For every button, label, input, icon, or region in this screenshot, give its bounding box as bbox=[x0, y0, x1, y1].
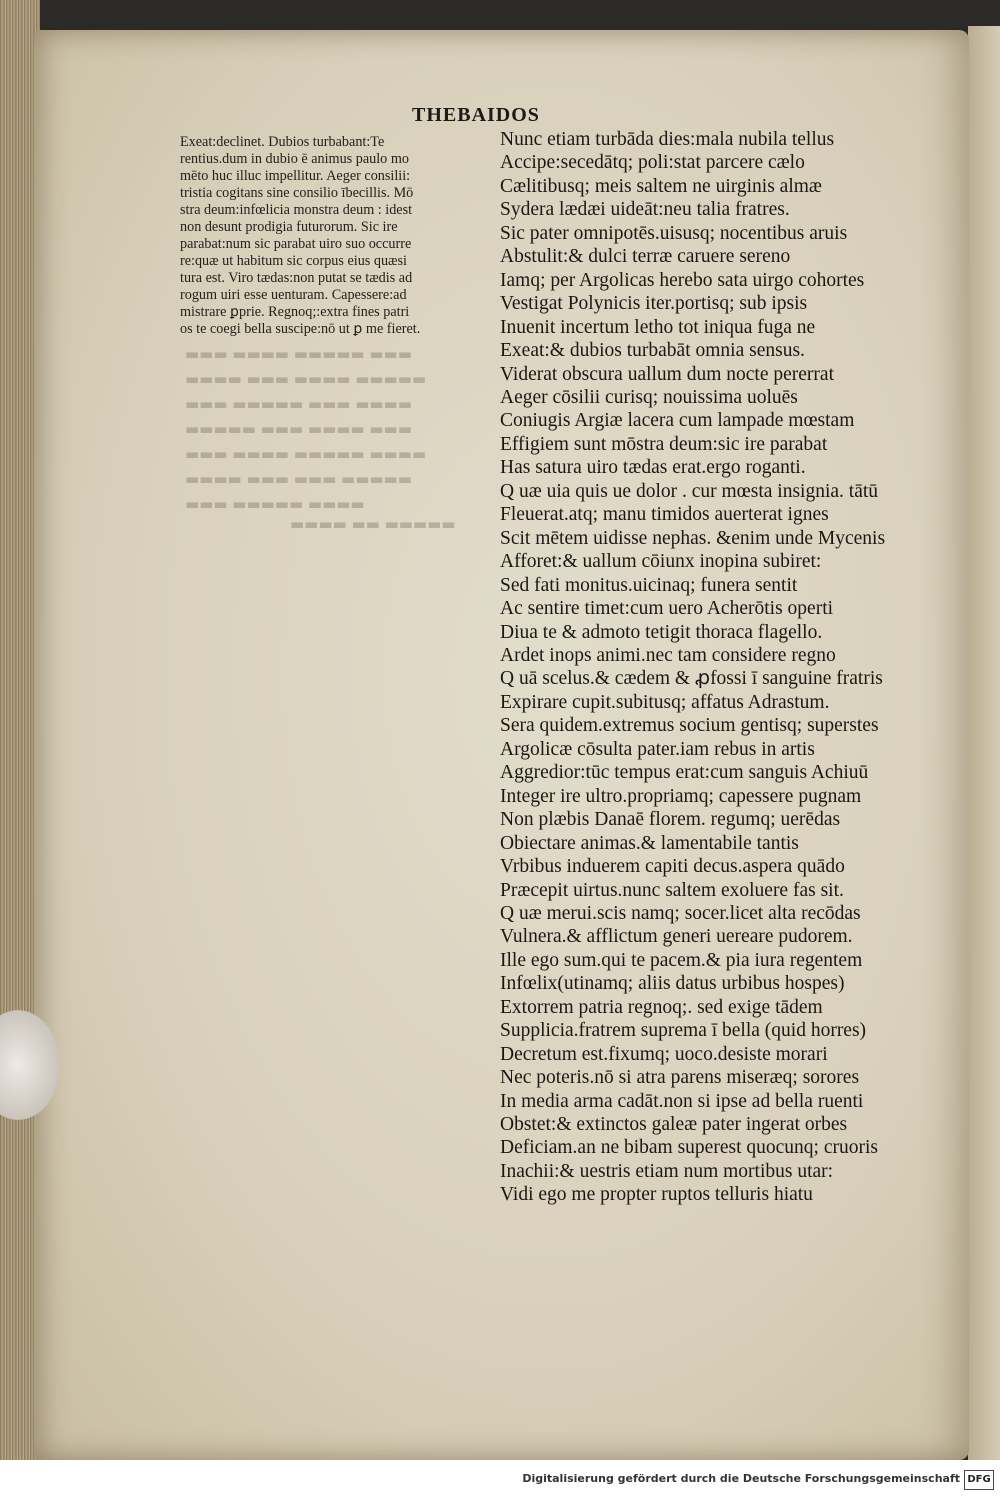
show-through-text: ▬▬▬▬ ▬▬▬ ▬▬▬ ▬▬▬▬▬ bbox=[185, 470, 412, 488]
verse-line: Non plæbis Danaē florem. regumq; uerēdas bbox=[500, 809, 841, 831]
verse-line: Aggredior:tūc tempus erat:cum sanguis Achiuū bbox=[500, 762, 869, 784]
verse-line: Abstulit:& dulci terræ caruere sereno bbox=[500, 246, 791, 268]
show-through-text: ▬▬▬▬ ▬▬ ▬▬▬▬▬ bbox=[290, 515, 456, 533]
commentary-line: re:quæ ut habitum sic corpus eius quæsi bbox=[180, 253, 407, 269]
verse-line: Integer ire ultro.propriamq; capessere pugnam bbox=[500, 785, 862, 807]
verse-line: Sic pater omnipotēs.uisusq; nocentibus aruis bbox=[500, 222, 848, 244]
show-through-text: ▬▬▬ ▬▬▬▬▬ ▬▬▬ ▬▬▬▬ bbox=[185, 395, 412, 413]
verse-line: Fleuerat.atq; manu timidos auerterat ignes bbox=[500, 504, 829, 526]
verse-line: Exeat:& dubios turbabāt omnia sensus. bbox=[500, 340, 805, 362]
verse-line: Argolicæ cōsulta pater.iam rebus in artis bbox=[500, 738, 815, 760]
verse-line: Sera quidem.extremus socium gentisq; superstes bbox=[500, 715, 879, 737]
verse-column bbox=[500, 128, 920, 1207]
show-through-text: ▬▬▬ ▬▬▬▬▬ ▬▬▬▬ bbox=[185, 495, 365, 513]
show-through-text: ▬▬▬▬▬ ▬▬▬ ▬▬▬▬ ▬▬▬ bbox=[185, 420, 412, 438]
verse-line: Q uā scelus.& cædem & ꝓfossi ī sanguine fratris bbox=[500, 668, 883, 690]
verse-line: Decretum est.fixumq; uoco.desiste morari bbox=[500, 1043, 828, 1065]
verse-line: Cælitibusq; meis saltem ne uirginis almæ bbox=[500, 175, 822, 197]
verse-line: Vulnera.& afflictum generi uereare pudorem. bbox=[500, 926, 853, 948]
verse-line: Nec poteris.nō si atra parens miseræq; sorores bbox=[500, 1067, 860, 1089]
verse-line: Sed fati monitus.uicinaq; funera sentit bbox=[500, 574, 798, 596]
verse-line: Vestigat Polynicis iter.portisq; sub ipsis bbox=[500, 293, 808, 315]
verse-line: Viderat obscura uallum dum nocte pererrat bbox=[500, 363, 834, 385]
verse-line: Præcepit uirtus.nunc saltem exoluere fas sit. bbox=[500, 879, 844, 901]
commentary-line: non desunt prodigia futurorum. Sic ire bbox=[180, 219, 398, 235]
verse-line: Vrbibus induerem capiti decus.aspera quādo bbox=[500, 856, 845, 878]
verse-line: Deficiam.an ne bibam superest quocunq; cruoris bbox=[500, 1137, 878, 1159]
verse-line: Inuenit incertum letho tot iniqua fuga ne bbox=[500, 316, 816, 338]
commentary-line: mistrare ꝑprie. Regnoq;:extra fines patri bbox=[180, 304, 410, 320]
verse-line: Infœlix(utinamq; aliis datus urbibus hospes) bbox=[500, 973, 845, 995]
verse-line: Inachii:& uestris etiam num mortibus utar: bbox=[500, 1160, 834, 1182]
commentary-line: tristia cogitans sine consilio ībecillis. Mō bbox=[180, 185, 414, 201]
commentary-line: mēto huc illuc impellitur. Aeger consilii: bbox=[180, 168, 411, 184]
verse-line: Obstet:& extinctos galeæ pater ingerat orbes bbox=[500, 1114, 848, 1136]
adjacent-page-edge bbox=[968, 26, 1000, 1460]
show-through-text: ▬▬▬ ▬▬▬▬ ▬▬▬▬▬ ▬▬▬▬ bbox=[185, 445, 427, 463]
verse-line: Effigiem sunt mōstra deum:sic ire parabat bbox=[500, 433, 828, 455]
commentary-line: Exeat:declinet. Dubios turbabant:Te bbox=[180, 134, 385, 150]
verse-line: Ac sentire timet:cum uero Acherōtis operti bbox=[500, 598, 834, 620]
verse-line: Accipe:secedātq; poli:stat parcere cælo bbox=[500, 152, 805, 174]
thumb-holding-page bbox=[0, 1010, 60, 1120]
commentary-line: rentius.dum in dubio ē animus paulo mo bbox=[180, 151, 409, 167]
verse-line: Q uæ merui.scis namq; socer.licet alta recōdas bbox=[500, 902, 861, 924]
verse-line: Extorrem patria regnoq;. sed exige tādem bbox=[500, 996, 823, 1018]
verse-line: Scit mētem uidisse nephas. &enim unde Mycenis bbox=[500, 527, 886, 549]
verse-line: Ille ego sum.qui te pacem.& pia iura regentem bbox=[500, 949, 863, 971]
verse-line: Nunc etiam turbāda dies:mala nubila tellus bbox=[500, 129, 835, 150]
verse-line: Afforet:& uallum cōiunx inopina subiret: bbox=[500, 551, 822, 573]
commentary-line: tura est. Viro tædas:non putat se tædis ad bbox=[180, 270, 413, 286]
commentary-line: os te coegi bella suscipe:nō ut ꝑ me fieret. bbox=[180, 321, 421, 337]
verse-line: Q uæ uia quis ue dolor . cur mœsta insignia. tātū bbox=[500, 480, 879, 502]
verse-line: In media arma cadāt.non si ipse ad bella ruenti bbox=[500, 1090, 864, 1112]
verse-line: Sydera lædæi uideāt:neu talia fratres. bbox=[500, 199, 790, 221]
commentary-line: stra deum:infœlicia monstra deum : idest bbox=[180, 202, 413, 218]
footer-credit: Digitalisierung gefördert durch die Deutsche Forschungsgemeinschaft bbox=[522, 1472, 960, 1485]
verse-line: Iamq; per Argolicas herebo sata uirgo cohortes bbox=[500, 269, 865, 291]
verse-line: Diua te & admoto tetigit thoraca flagello. bbox=[500, 621, 823, 643]
footer-bar bbox=[0, 1460, 1000, 1502]
dfg-logo: DFG bbox=[964, 1470, 994, 1490]
show-through-text: ▬▬▬▬ ▬▬▬ ▬▬▬▬ ▬▬▬▬▬ bbox=[185, 370, 427, 388]
verse-line: Expirare cupit.subitusq; affatus Adrastum. bbox=[500, 691, 830, 713]
commentary-line: parabat:num sic parabat uiro suo occurre bbox=[180, 236, 412, 252]
verse-line: Supplicia.fratrem suprema ī bella (quid horres) bbox=[500, 1020, 867, 1042]
verse-line: Coniugis Argiæ lacera cum lampade mœstam bbox=[500, 410, 855, 432]
commentary-line: rogum uiri esse uenturam. Capessere:ad bbox=[180, 287, 407, 303]
commentary-column bbox=[180, 134, 490, 338]
running-head: THEBAIDOS bbox=[412, 104, 540, 126]
verse-line: Has satura uiro tædas erat.ergo roganti. bbox=[500, 457, 806, 479]
verse-line: Obiectare animas.& lamentabile tantis bbox=[500, 832, 799, 854]
show-through-text: ▬▬▬ ▬▬▬▬ ▬▬▬▬▬ ▬▬▬ bbox=[185, 345, 412, 363]
verse-line: Aeger cōsilii curisq; nouissima uoluēs bbox=[500, 386, 798, 408]
verse-line: Vidi ego me propter ruptos telluris hiatu bbox=[500, 1184, 813, 1206]
verse-line: Ardet inops animi.nec tam considere regno bbox=[500, 644, 836, 666]
